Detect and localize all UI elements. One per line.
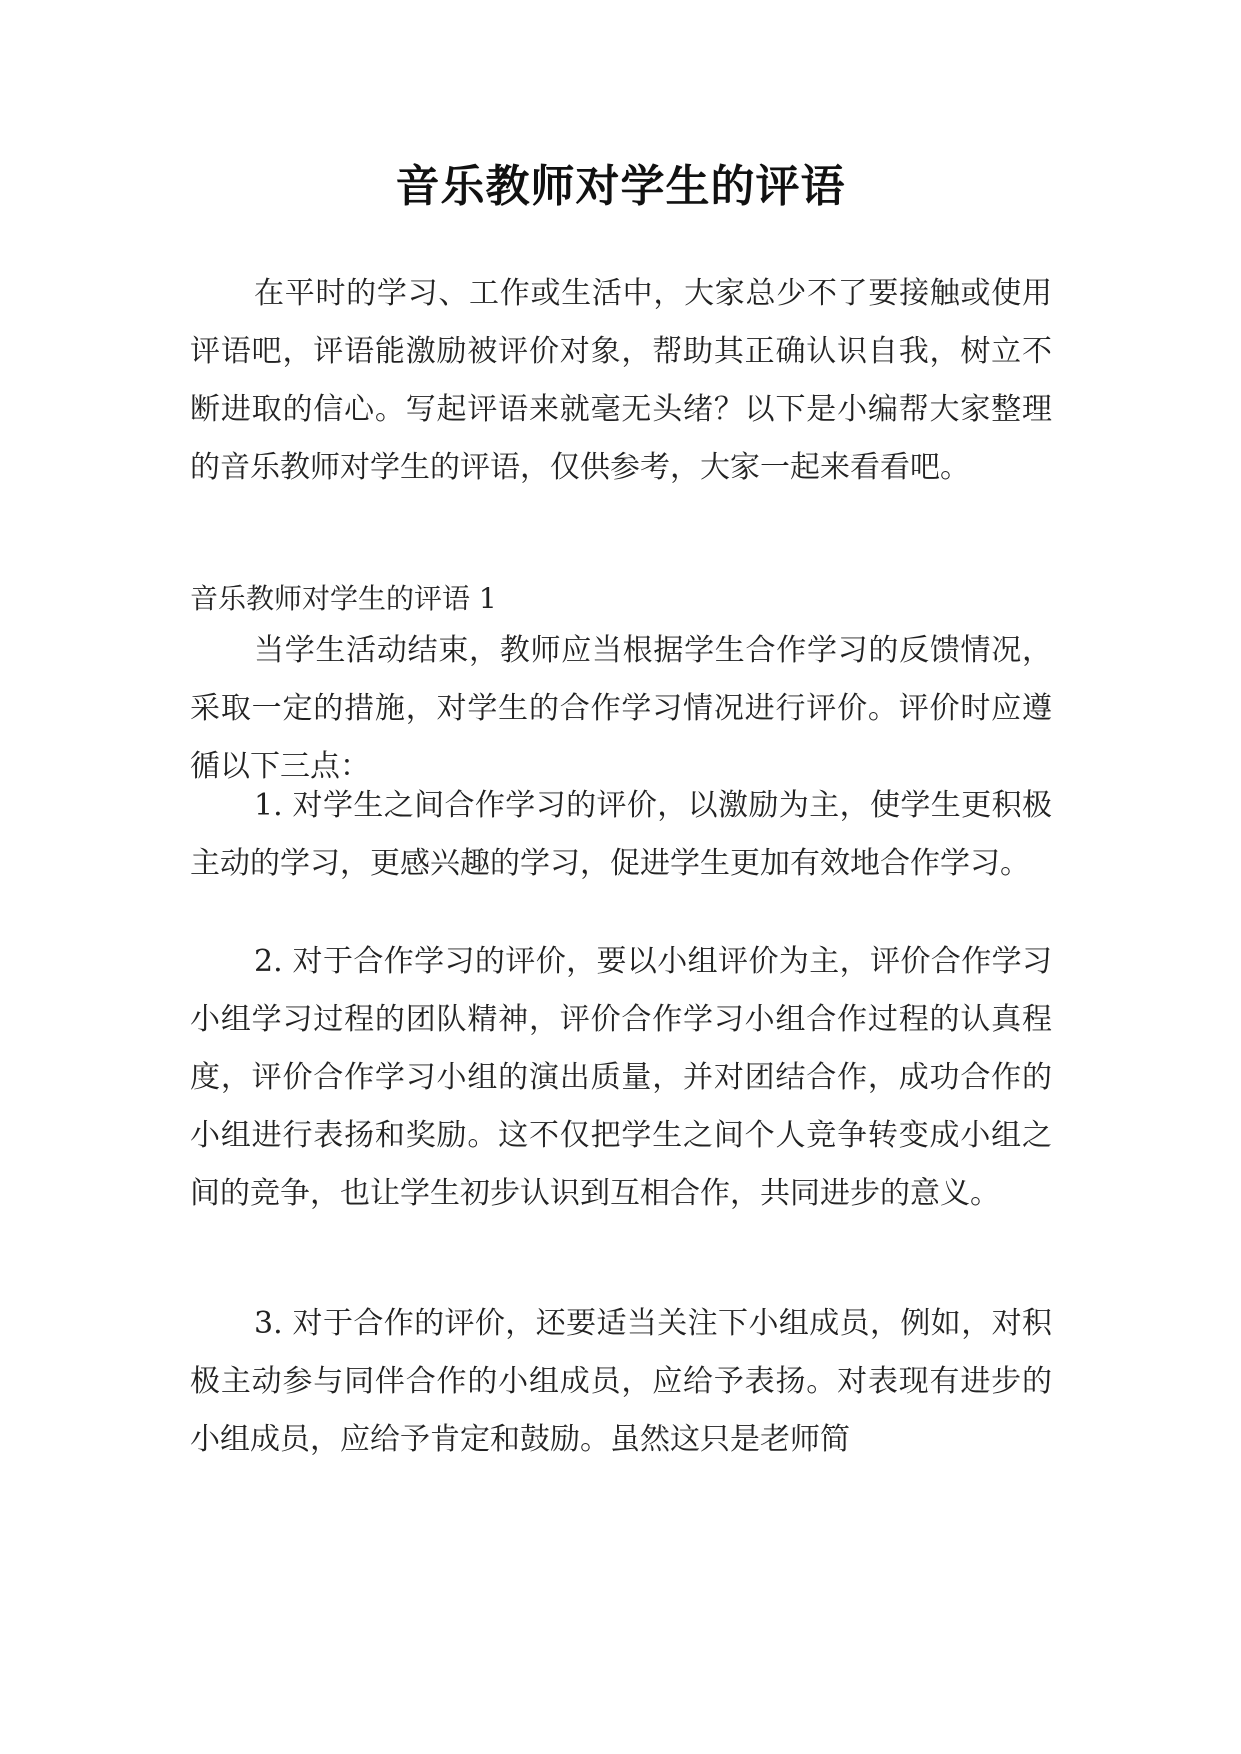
point-3-paragraph: 3. 对于合作的评价，还要适当关注下小组成员，例如，对积极主动参与同伴合作的小组成员，应给予表扬。对表现有进步的小组成员，应给予肯定和鼓励。虽然这只是老师简 [190,1306,1052,1457]
section-heading: 音乐教师对学生的评语 1 [190,582,497,615]
document-title: 音乐教师对学生的评语 [395,161,846,212]
point-1-paragraph: 1. 对学生之间合作学习的评价，以激励为主，使学生更积极主动的学习，更感兴趣的学习，促进学生更加有效地合作学习。 [190,788,1052,881]
intro-paragraph: 在平时的学习、工作或生活中，大家总少不了要接触或使用评语吧，评语能激励被评价对象，帮助其正确认识自我，树立不断进取的信心。写起评语来就毫无头绪？以下是小编帮大家整理的音乐教师对学生的评语，仅供参考，大家一起来看看吧。 [190,276,1052,485]
paragraph-1: 当学生活动结束，教师应当根据学生合作学习的反馈情况，采取一定的措施，对学生的合作学习情况进行评价。评价时应遵循以下三点： [190,633,1052,784]
point-2-paragraph: 2. 对于合作学习的评价，要以小组评价为主，评价合作学习小组学习过程的团队精神，评价合作学习小组合作过程的认真程度，评价合作学习小组的演出质量，并对团结合作，成功合作的小组进行表扬和奖励。这不仅把学生之间个人竞争转变成小组之间的竞争，也让学生初步认识到互相合作，共同进步的意义。 [190,944,1052,1211]
